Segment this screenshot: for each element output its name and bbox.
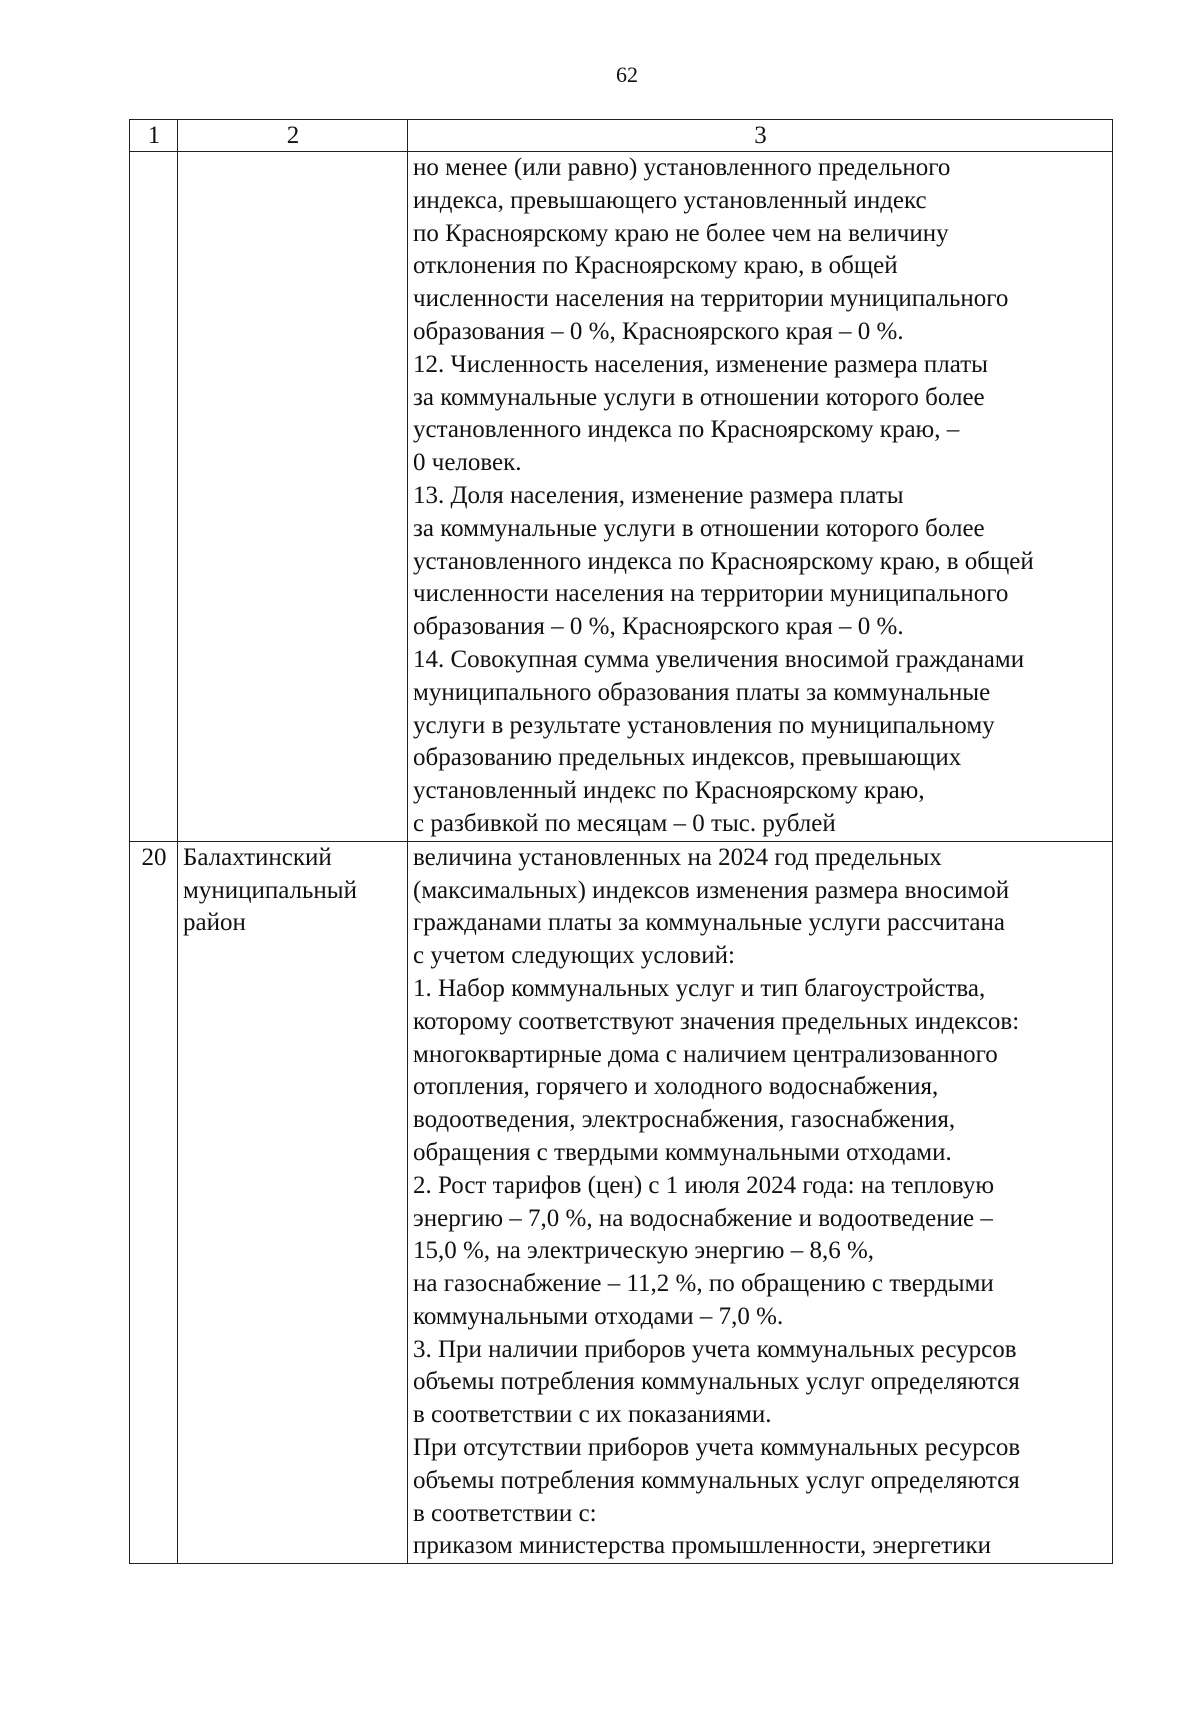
row-text-cell (408, 841, 1113, 1564)
text-line: отопления, горячего и холодного водоснабжения, (413, 1073, 939, 1101)
text-line: 15,0 %, на электрическую энергию – 8,6 %, (413, 1237, 875, 1265)
header-cell-3: 3 (408, 120, 1113, 152)
text-line: с разбивкой по месяцам – 0 тыс. рублей (413, 809, 836, 837)
document-table (129, 119, 1113, 1564)
municipality-name-line: муниципальный (183, 876, 357, 904)
text-line: образования – 0 %, Красноярского края – 0 %. (413, 317, 904, 345)
text-line: в соответствии с: (413, 1499, 597, 1527)
table-header-row (130, 120, 1113, 152)
text-line: которому соответствуют значения предельных индексов: (413, 1007, 1020, 1035)
municipality-name-line: район (183, 909, 246, 937)
text-line: численности населения на территории муниципального (413, 285, 1009, 313)
text-line: установленного индекса по Красноярскому краю, – (413, 416, 960, 444)
text-line: (максимальных) индексов изменения размера вносимой (413, 876, 1010, 904)
text-line: с учетом следующих условий: (413, 942, 735, 970)
header-cell-2: 2 (178, 120, 408, 152)
text-line: объемы потребления коммунальных услуг определяются (413, 1466, 1020, 1494)
text-line: 14. Совокупная сумма увеличения вносимой гражданами (413, 645, 1025, 673)
row-number-cell: 20 (130, 841, 178, 1564)
text-line: 0 человек. (413, 449, 522, 477)
text-line: коммунальными отходами – 7,0 %. (413, 1302, 784, 1330)
text-line: гражданами платы за коммунальные услуги рассчитана (413, 909, 1005, 937)
text-line: муниципального образования платы за коммунальные (413, 678, 991, 706)
text-line: в соответствии с их показаниями. (413, 1401, 772, 1429)
table-row-20 (130, 841, 1113, 1564)
text-line: за коммунальные услуги в отношении которого более (413, 514, 985, 542)
text-line: водоотведения, электроснабжения, газоснабжения, (413, 1106, 956, 1134)
text-line: но менее (или равно) установленного предельного (413, 154, 951, 181)
header-cell-1: 1 (130, 120, 178, 152)
text-line: по Красноярскому краю не более чем на величину (413, 219, 949, 247)
text-line: 2. Рост тарифов (цен) с 1 июля 2024 года: на тепловую (413, 1171, 995, 1199)
municipality-name-line: Балахтинский (183, 843, 332, 871)
text-line: на газоснабжение – 11,2 %, по обращению с твердыми (413, 1270, 994, 1298)
text-line: образованию предельных индексов, превышающих (413, 744, 962, 772)
text-line: 13. Доля населения, изменение размера платы (413, 481, 904, 509)
text-line: 3. При наличии приборов учета коммунальных ресурсов (413, 1335, 1017, 1363)
text-line: образования – 0 %, Красноярского края – 0 %. (413, 613, 904, 641)
text-line: объемы потребления коммунальных услуг определяются (413, 1368, 1020, 1396)
page-number: 62 (616, 62, 638, 87)
text-line: индекса, превышающего установленный индекс (413, 186, 927, 214)
text-line: 1. Набор коммунальных услуг и тип благоустройства, (413, 974, 986, 1002)
text-line: установленный индекс по Красноярскому краю, (413, 777, 925, 805)
text-line: При отсутствии приборов учета коммунальных ресурсов (413, 1434, 1021, 1462)
text-line: энергию – 7,0 %, на водоснабжение и водоотведение – (413, 1204, 993, 1232)
text-line: 12. Численность населения, изменение размера платы (413, 350, 988, 378)
text-line: обращения с твердыми коммунальными отходами. (413, 1138, 952, 1166)
text-line: приказом министерства промышленности, энергетики (413, 1532, 992, 1560)
text-line: многоквартирные дома с наличием централизованного (413, 1040, 998, 1068)
text-line: услуги в результате установления по муниципальному (413, 711, 995, 739)
row-number-cell (130, 152, 178, 842)
table-row-continuation (130, 152, 1113, 842)
row-text-cell (408, 152, 1113, 842)
text-line: величина установленных на 2024 год предельных (413, 843, 942, 871)
text-line: за коммунальные услуги в отношении которого более (413, 383, 985, 411)
text-line: установленного индекса по Красноярскому краю, в общей (413, 547, 1034, 575)
text-line: отклонения по Красноярскому краю, в общей (413, 252, 898, 280)
row-name-cell (178, 841, 408, 1564)
text-line: численности населения на территории муниципального (413, 580, 1009, 608)
row-name-cell (178, 152, 408, 842)
